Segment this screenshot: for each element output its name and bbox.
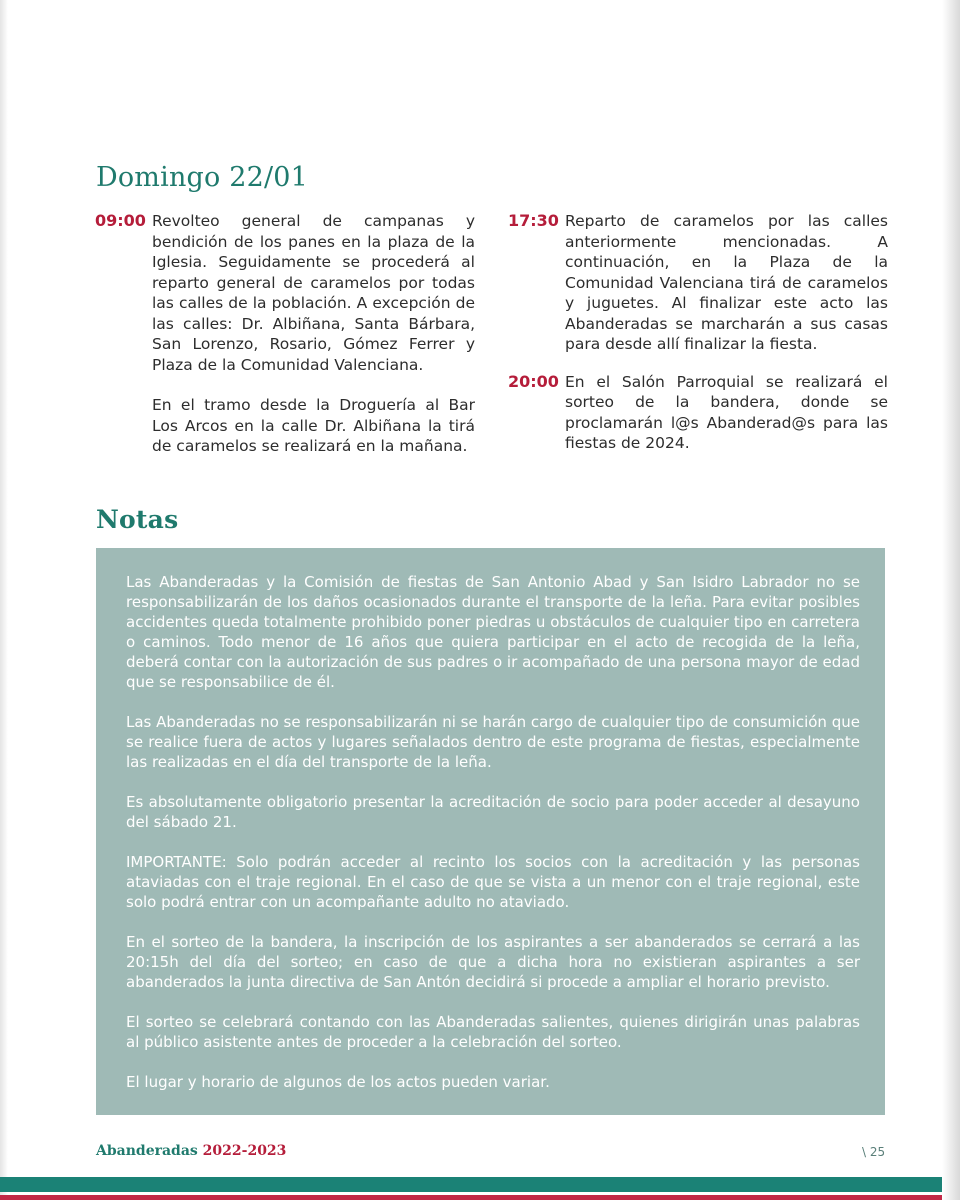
schedule-time: 09:00 (95, 211, 146, 230)
schedule-time: 17:30 (508, 211, 559, 230)
schedule-paragraph: En el Salón Parroquial se realizará el sorteo de la bandera, donde se proclamarán l@s Abanderad@s para las fiestas de 2024. (565, 372, 888, 452)
day-title: Domingo 22/01 (96, 162, 309, 193)
schedule-column-right (508, 211, 888, 454)
notes-title: Notas (96, 505, 179, 534)
schedule-time: 20:00 (508, 371, 559, 391)
schedule-column-left (95, 211, 475, 457)
note-paragraph: Las Abanderadas y la Comisión de fiestas de San Antonio Abad y San Isidro Labrador no se responsabilizarán de los daños ocasionados durante el transporte de la leña. Para evitar posibles accidentes queda totalmente prohibido poner piedras u obstáculos de cualquier tipo en carretera o caminos. Todo menor de 16 años que quiera participar en el acto de recogida de la leña, deberá contar con la autorización de sus padres o ir acompañado de una persona mayor de edad que se responsabilice de él. (126, 573, 860, 691)
footer-bar-red (0, 1195, 942, 1200)
schedule-entry (95, 211, 475, 457)
note-paragraph: El lugar y horario de algunos de los actos pueden variar. (126, 1073, 550, 1091)
footer-publication-years: 2022-2023 (202, 1143, 287, 1159)
schedule-description (565, 211, 888, 355)
page-edge-left (0, 0, 8, 1200)
schedule-paragraph: En el tramo desde la Droguería al Bar Los Arcos en la calle Dr. Albiñana la tirá de caramelos se realizará en la mañana. (152, 396, 475, 455)
notes-box (96, 548, 885, 1115)
footer-bar-teal (0, 1177, 942, 1192)
note-paragraph: En el sorteo de la bandera, la inscripción de los aspirantes a ser abanderados se cerrará a las 20:15h del día del sorteo; en caso de que a dicha hora no existieran aspirantes a ser abanderados la junta directiva de San Antón decidirá si procede a ampliar el horario previsto. (126, 933, 860, 991)
schedule-entry (508, 372, 888, 454)
footer-publication (96, 1143, 286, 1159)
page-number: \ 25 (862, 1145, 886, 1159)
schedule-paragraph: Revolteo general de campanas y bendición de los panes en la plaza de la Iglesia. Seguidamente se procederá al reparto general de caramelos por todas las calles de la población. A excepción de las calles: Dr. Albiñana, Santa Bárbara, San Lorenzo, Rosario, Gómez Ferrer y Plaza de la Comunidad Valenciana. (152, 212, 475, 374)
footer-publication-name: Abanderadas (96, 1143, 198, 1159)
note-paragraph: Las Abanderadas no se responsabilizarán ni se harán cargo de cualquier tipo de consumición que se realice fuera de actos y lugares señalados dentro de este programa de fiestas, especialmente las realizadas en el día del transporte de la leña. (126, 713, 860, 771)
schedule-description (565, 372, 888, 454)
page-edge-right (942, 0, 960, 1200)
schedule-description (152, 211, 475, 457)
note-paragraph: Es absolutamente obligatorio presentar la acreditación de socio para poder acceder al desayuno del sábado 21. (126, 793, 860, 831)
schedule-paragraph: Reparto de caramelos por las calles anteriormente mencionadas. A continuación, en la Plaza de la Comunidad Valenciana tirá de caramelos y juguetes. Al finalizar este acto las Abanderadas se marcharán a sus casas para desde allí finalizar la fiesta. (565, 212, 888, 353)
note-paragraph: El sorteo se celebrará contando con las Abanderadas salientes, quienes dirigirán unas palabras al público asistente antes de proceder a la celebración del sorteo. (126, 1013, 860, 1051)
note-paragraph: IMPORTANTE: Solo podrán acceder al recinto los socios con la acreditación y las personas ataviadas con el traje regional. En el caso de que se vista a un menor con el traje regional, este solo podrá entrar con un acompañante adulto no ataviado. (126, 853, 860, 911)
schedule-entry (508, 211, 888, 355)
